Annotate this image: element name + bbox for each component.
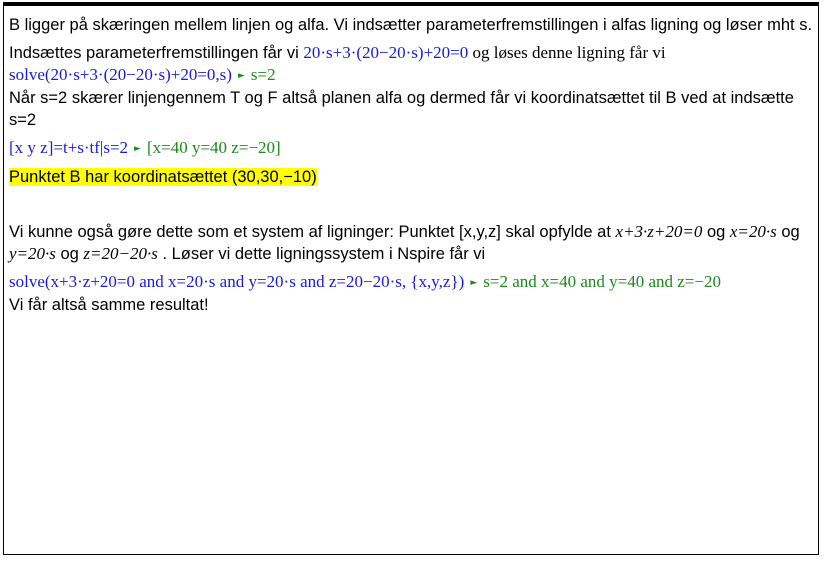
system-eq-x[interactable]: x=20·s [729, 222, 777, 241]
solve-s-result: s=2 [250, 65, 276, 84]
solve-system-input[interactable]: solve(x+3·z+20=0 and x=20·s and y=20·s and z=20−20·s, {x,y,z}) [9, 272, 465, 291]
paragraph-system [9, 221, 815, 265]
vector-result: [x=40 y=40 z=−20] [146, 138, 281, 157]
substitution-suffix: og løses denne ligning får vi [468, 43, 666, 62]
paragraph-insert-s: Når s=2 skærer linjengennem T og F altså planen alfa og dermed får vi koordinatsættet til B ved at indsætte s=2 [9, 89, 794, 129]
system-eq-plane[interactable]: x+3·z+20=0 [615, 222, 703, 241]
notes-document[interactable] [3, 2, 819, 555]
math-box-solve-system[interactable] [9, 271, 815, 294]
substitution-text: Indsættes parameterfremstillingen får vi [9, 44, 304, 62]
result-arrow-icon: ► [134, 144, 141, 154]
system-eq-z[interactable]: z=20−20·s [83, 244, 158, 263]
system-text-4: og [55, 245, 84, 263]
highlighted-conclusion [9, 166, 815, 188]
system-text-3: og [776, 223, 800, 241]
paragraph-intersection: B ligger på skæringen mellem linjen og alfa. Vi indsætter parameterfremstillingen i alfas ligning og løser mht s. [9, 16, 813, 34]
paragraph-substitution [9, 42, 815, 64]
substitution-equation[interactable]: 20·s+3·(20−20·s)+20=0 [303, 43, 469, 62]
paragraph-same-result: Vi får altså samme resultat! [9, 296, 209, 314]
math-box-vector[interactable] [9, 137, 815, 160]
system-text-2: og [702, 223, 730, 241]
vector-input[interactable]: [x y z]=t+s·tf|s=2 [9, 138, 129, 157]
system-text-1: Vi kunne også gøre dette som et system af ligninger: Punktet [x,y,z] skal opfylde at [9, 223, 616, 241]
highlighted-text: Punktet B har koordinatsættet (30,30,−10) [9, 168, 317, 186]
result-arrow-icon: ► [237, 71, 245, 81]
system-text-5: . Løser vi dette ligningssystem i Nspire får vi [157, 245, 486, 263]
solve-s-input[interactable]: solve(20·s+3·(20−20·s)+20=0,s) [9, 65, 232, 84]
result-arrow-icon: ► [470, 278, 478, 288]
solve-system-result: s=2 and x=40 and y=40 and z=−20 [483, 272, 721, 291]
document-content[interactable] [9, 14, 815, 316]
math-box-solve-s[interactable] [9, 64, 815, 87]
system-eq-y[interactable]: y=20·s [9, 244, 56, 263]
